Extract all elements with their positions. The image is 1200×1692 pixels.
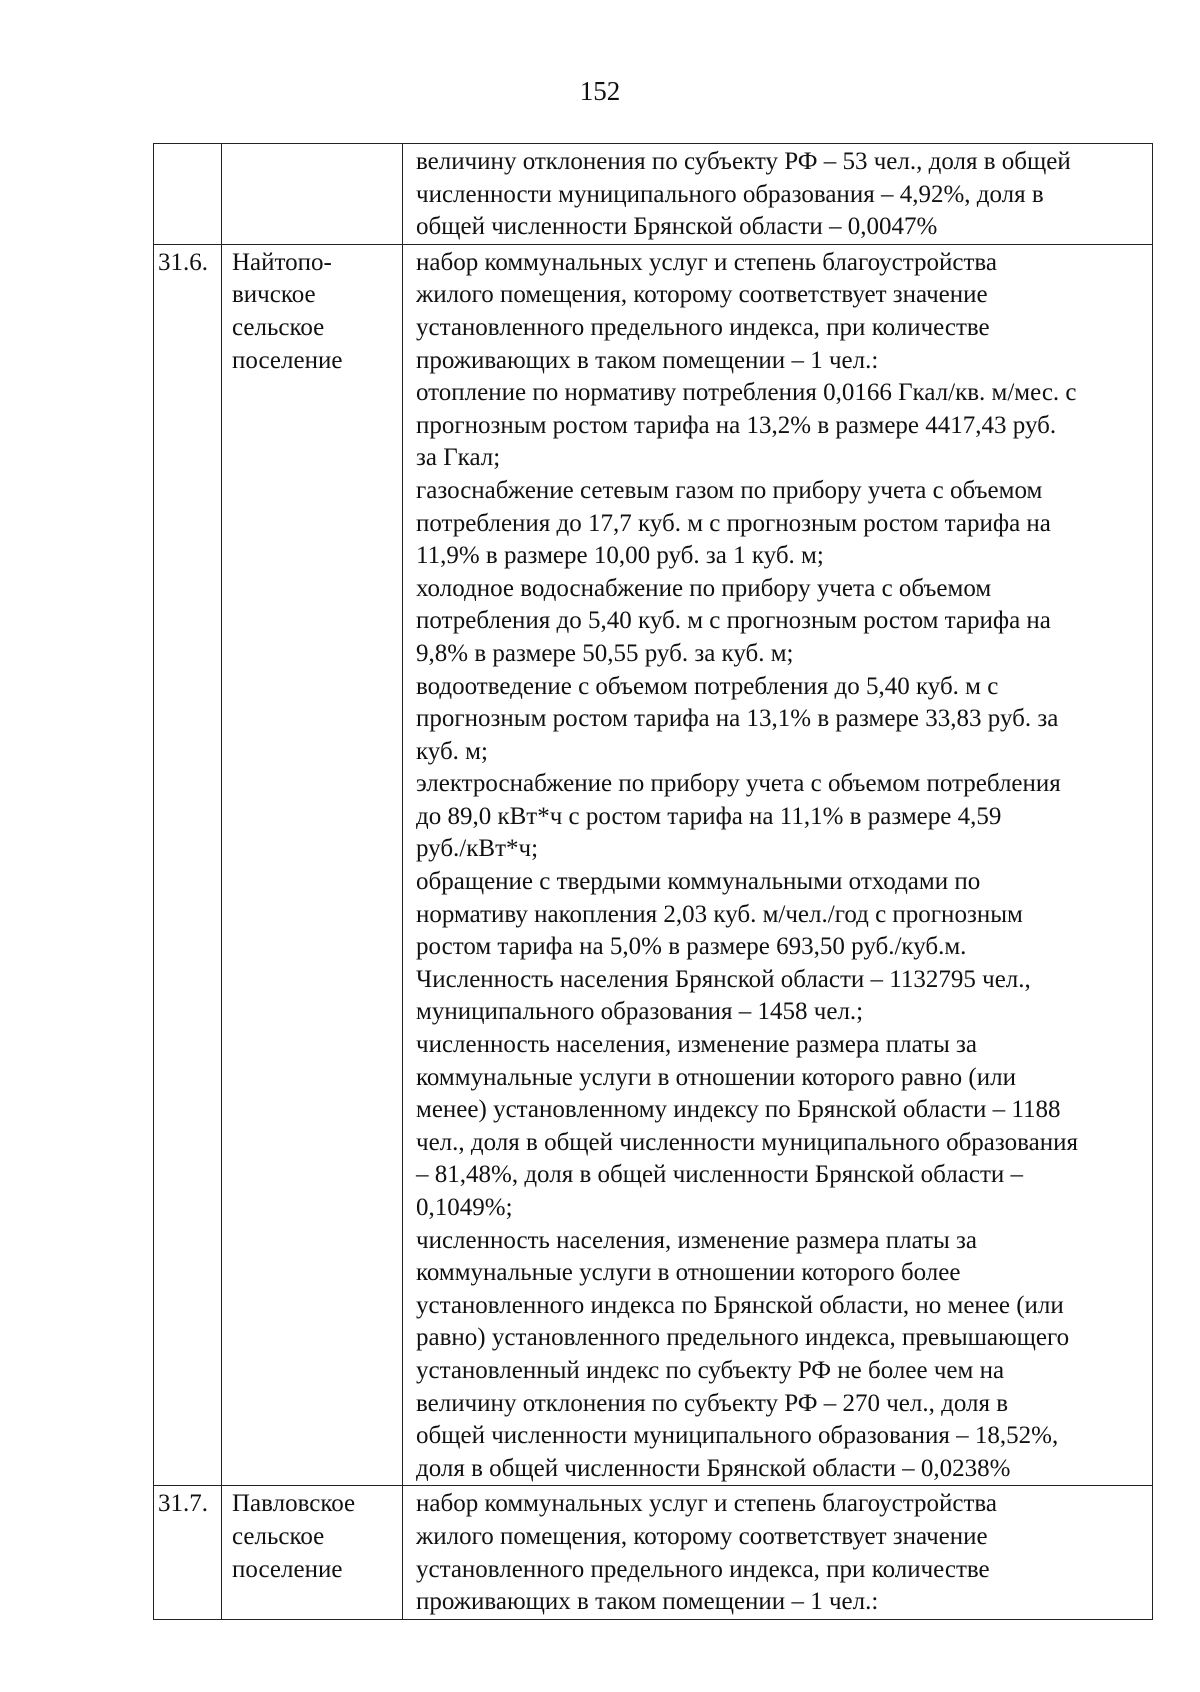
description-line: менее) установленному индексу по Брянской области – 1188 (416, 1096, 1061, 1124)
description-line: потребления до 5,40 куб. м с прогнозным ростом тарифа на (416, 607, 1051, 635)
description-line: жилого помещения, которому соответствует значение (416, 1522, 988, 1550)
table-row (154, 244, 1153, 1486)
description-line: нормативу накопления 2,03 куб. м/чел./год с прогнозным (416, 900, 1023, 928)
description-line: величину отклонения по субъекту РФ – 270 чел., доля в (416, 1389, 1009, 1417)
row-number-cell (154, 244, 222, 1486)
description-line: равно) установленного предельного индекса, превышающего (416, 1324, 1070, 1352)
settlement-name-cell (222, 144, 403, 245)
description-line: Численность населения Брянской области – 1132795 чел., (416, 965, 1031, 993)
table-row (154, 1486, 1153, 1619)
description-line: проживающих в таком помещении – 1 чел.: (416, 1588, 879, 1616)
table-body (154, 144, 1153, 1620)
description-line: набор коммунальных услуг и степень благоустройства (416, 1490, 997, 1518)
description-line: прогнозным ростом тарифа на 13,2% в размере 4417,43 руб. (416, 411, 1057, 439)
row-number: 31.7. (158, 1490, 208, 1518)
description-line: численности муниципального образования – 4,92%, доля в (416, 180, 1044, 208)
description-line: 9,8% в размере 50,55 руб. за куб. м; (416, 639, 794, 667)
page-number: 152 (579, 76, 621, 106)
description-cell (403, 244, 1153, 1486)
description-line: установленного индекса по Брянской области, но менее (или (416, 1291, 1064, 1319)
description-line: муниципального образования – 1458 чел.; (416, 998, 864, 1026)
settlement-name-line: Павловское (232, 1490, 356, 1518)
settlement-name-cell (222, 244, 403, 1486)
description-line: 11,9% в размере 10,00 руб. за 1 куб. м; (416, 542, 824, 570)
row-number-cell (154, 144, 222, 245)
settlement-name-line: сельское (232, 313, 325, 341)
description-line: величину отклонения по субъекту РФ – 53 чел., доля в общей (416, 148, 1071, 175)
settlement-name-line: сельское (232, 1522, 325, 1550)
description-line: водоотведение с объемом потребления до 5,40 куб. м с (416, 672, 999, 700)
description-line: жилого помещения, которому соответствует значение (416, 281, 988, 309)
table-row (154, 144, 1153, 245)
description-line: потребления до 17,7 куб. м с прогнозным ростом тарифа на (416, 509, 1051, 537)
description-line: ростом тарифа на 5,0% в размере 693,50 руб./куб.м. (416, 933, 967, 961)
settlement-name-line: поселение (232, 1555, 343, 1583)
description-line: до 89,0 кВт*ч с ростом тарифа на 11,1% в размере 4,59 (416, 802, 1002, 830)
description-line: проживающих в таком помещении – 1 чел.: (416, 346, 879, 374)
row-number: 31.6. (158, 248, 208, 276)
description-line: прогнозным ростом тарифа на 13,1% в размере 33,83 руб. за (416, 705, 1059, 733)
description-line: коммунальные услуги в отношении которого более (416, 1259, 961, 1287)
description-line: численность населения, изменение размера платы за (416, 1031, 977, 1059)
description-line: коммунальные услуги в отношении которого равно (или (416, 1063, 1016, 1091)
description-line: за Гкал; (416, 444, 501, 472)
description-line: 0,1049%; (416, 1194, 513, 1221)
description-line: доля в общей численности Брянской области – 0,0238% (416, 1454, 1011, 1482)
description-line: установленного предельного индекса, при количестве (416, 1555, 990, 1583)
description-cell (403, 144, 1153, 245)
settlement-name-line: вичское (232, 281, 316, 309)
settlement-name-line: поселение (232, 346, 343, 374)
description-line: – 81,48%, доля в общей численности Брянской области – (416, 1161, 1023, 1189)
description-line: холодное водоснабжение по прибору учета с объемом (416, 574, 992, 602)
description-line: обращение с твердыми коммунальными отходами по (416, 868, 981, 896)
description-line: общей численности муниципального образования – 18,52%, (416, 1422, 1059, 1450)
description-line: общей численности Брянской области – 0,0047% (416, 213, 938, 241)
settlement-name-cell (222, 1486, 403, 1619)
description-line: установленный индекс по субъекту РФ не более чем на (416, 1356, 1005, 1384)
description-line: куб. м; (416, 737, 488, 765)
description-line: численность населения, изменение размера платы за (416, 1226, 977, 1254)
description-line: отопление по нормативу потребления 0,0166 Гкал/кв. м/мес. с (416, 379, 1077, 407)
description-line: электроснабжение по прибору учета с объемом потребления (416, 770, 1061, 798)
data-table (153, 143, 1153, 1620)
row-number-cell (154, 1486, 222, 1619)
description-line: руб./кВт*ч; (416, 835, 539, 863)
settlement-name-line: Найтопо- (232, 248, 332, 276)
description-line: чел., доля в общей численности муниципального образования (416, 1128, 1078, 1156)
description-cell (403, 1486, 1153, 1619)
description-line: газоснабжение сетевым газом по прибору учета с объемом (416, 476, 1043, 504)
description-line: набор коммунальных услуг и степень благоустройства (416, 248, 997, 276)
description-line: установленного предельного индекса, при количестве (416, 313, 990, 341)
